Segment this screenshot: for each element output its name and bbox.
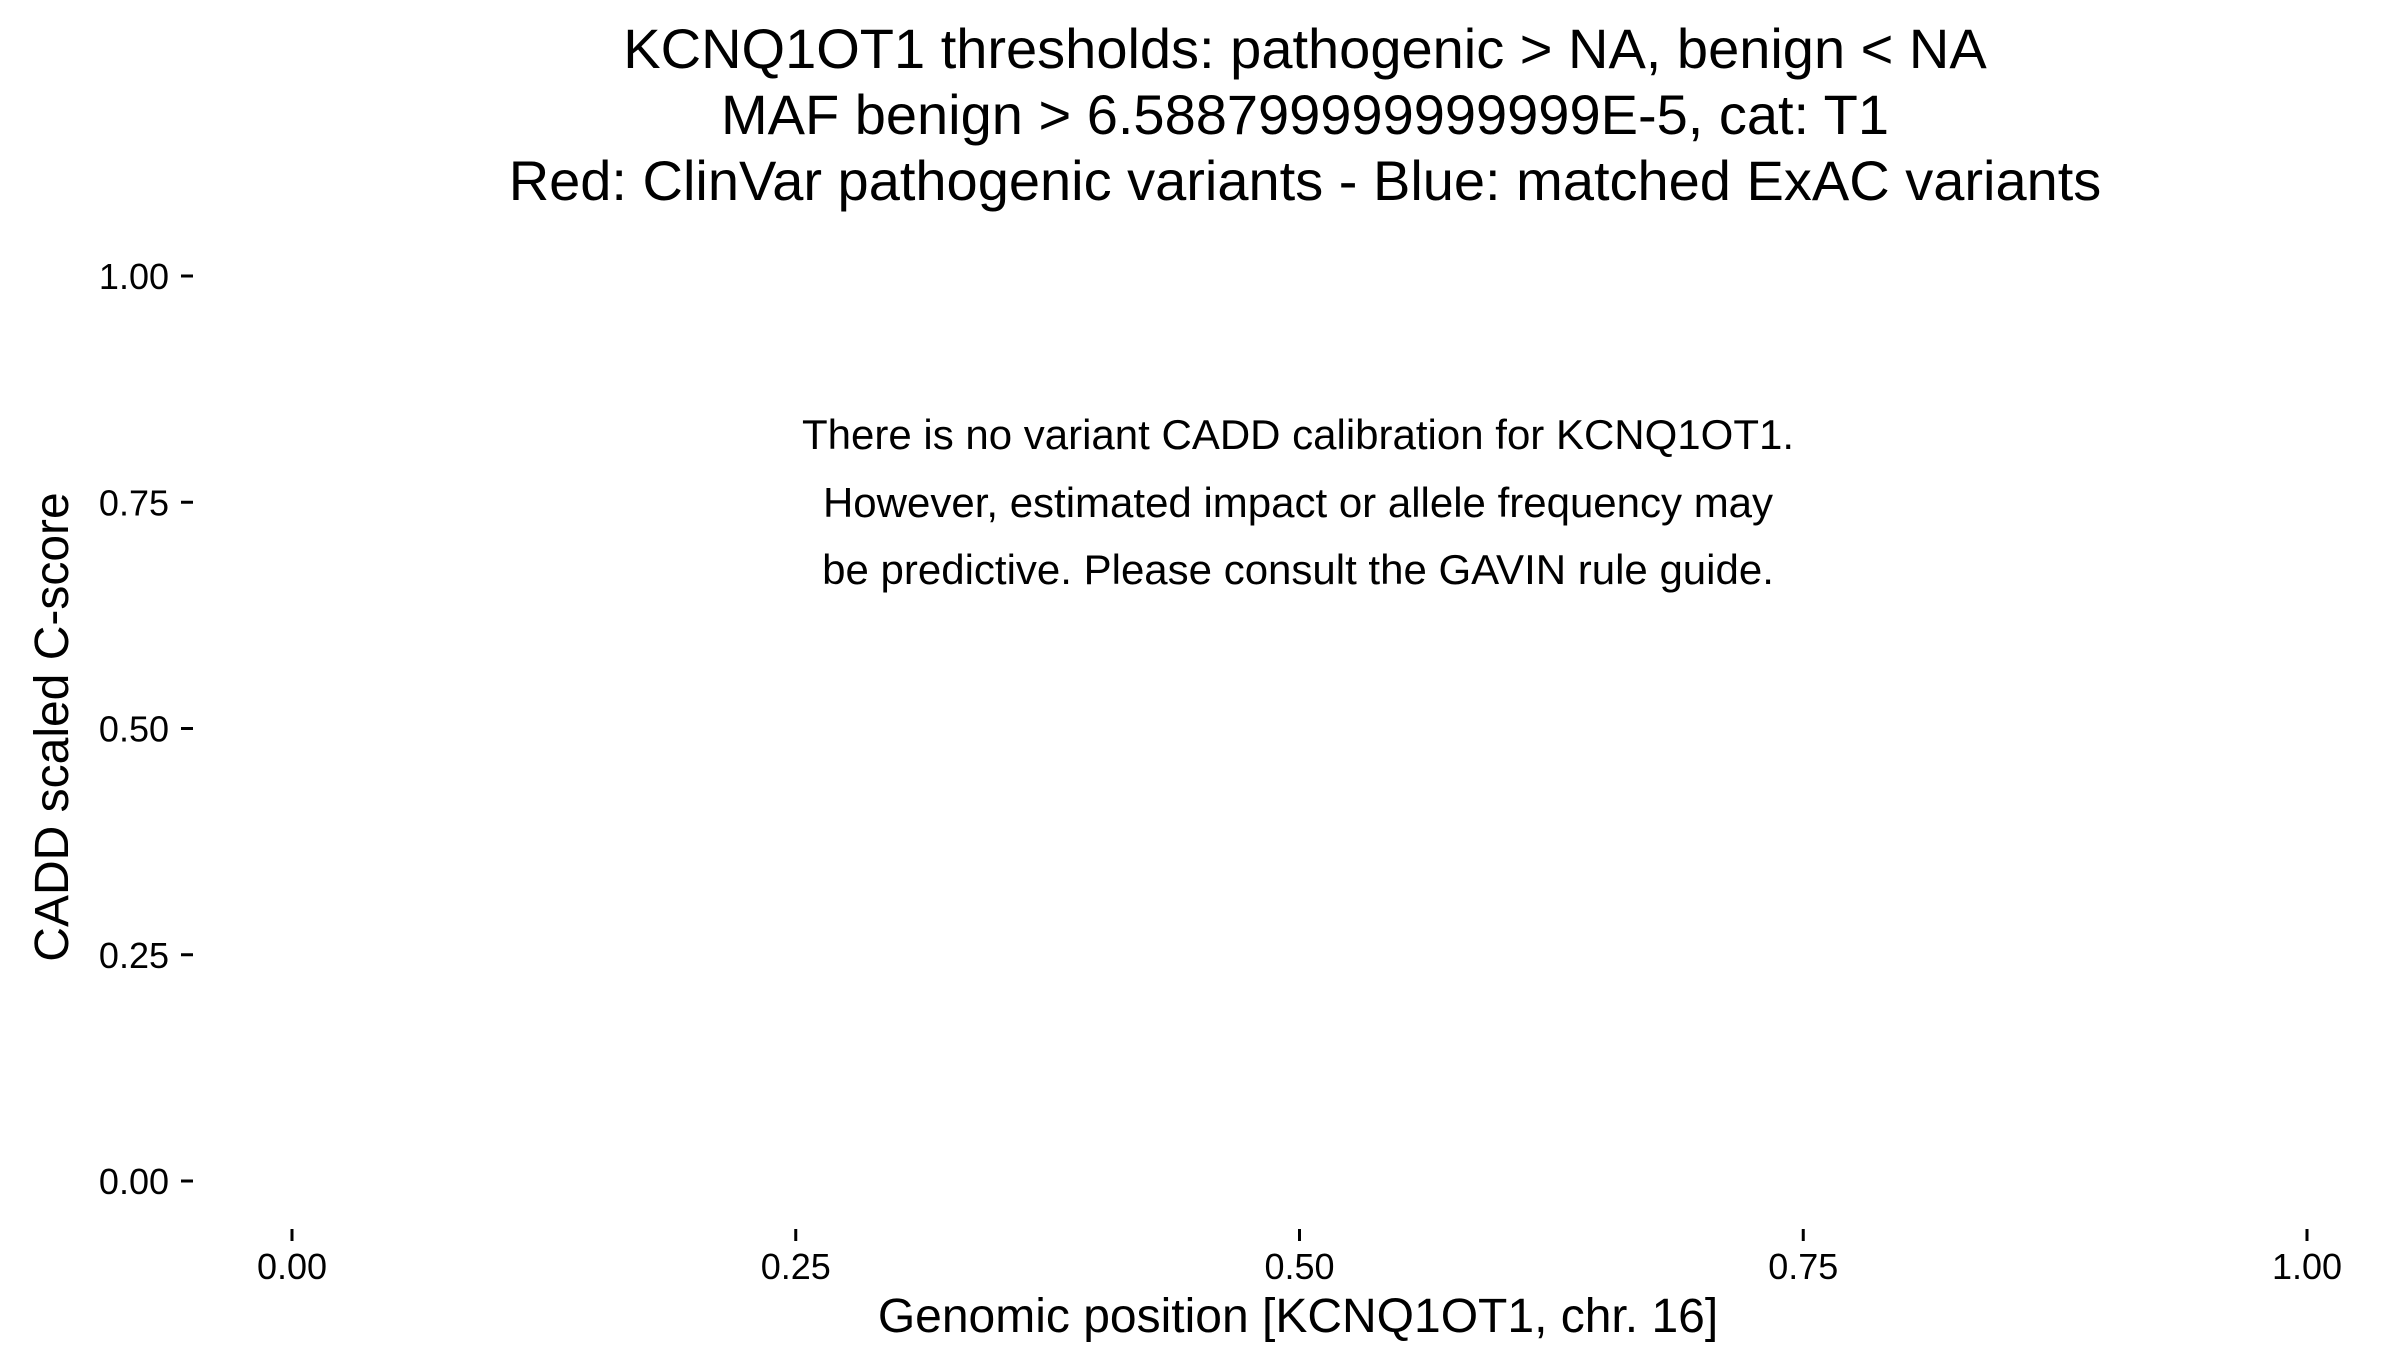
title-line-2: MAF benign > 6.588799999999999E-5, cat: T1 (720, 83, 1890, 146)
y-tick-label-1: 0.25 (98, 934, 169, 976)
plot-panel (194, 247, 2340, 1228)
x-axis (257, 1229, 2342, 1287)
title-line-1: KCNQ1OT1 thresholds: pathogenic > NA, benign < NA (623, 17, 1987, 80)
y-tick-label-2: 0.50 (98, 708, 169, 750)
x-tick-label-1: 0.25 (760, 1246, 831, 1287)
annotation-line-3: be predictive. Please consult the GAVIN rule guide. (822, 546, 1774, 593)
x-tick-label-2: 0.50 (1264, 1246, 1335, 1287)
y-axis (99, 256, 193, 1202)
y-axis-title: CADD scaled C-score (26, 492, 79, 962)
y-tick-label-3: 0.75 (98, 482, 169, 524)
x-tick-label-0: 0.00 (256, 1246, 328, 1287)
x-axis-title: Genomic position [KCNQ1OT1, chr. 16] (877, 1290, 1719, 1343)
annotation-line-2: However, estimated impact or allele frequency may (822, 479, 1774, 526)
title-line-3: Red: ClinVar pathogenic variants - Blue: matched ExAC variants (508, 149, 2102, 212)
plot-background (194, 247, 2340, 1228)
no-calibration-annotation (802, 411, 1794, 593)
y-tick-label-4: 1.00 (98, 256, 169, 297)
chart-title (509, 17, 2102, 212)
x-tick-label-4: 1.00 (2271, 1246, 2343, 1287)
y-tick-label-0: 0.00 (98, 1161, 169, 1202)
x-tick-label-3: 0.75 (1768, 1246, 1839, 1287)
annotation-line-1: There is no variant CADD calibration for KCNQ1OT1. (801, 411, 1795, 458)
